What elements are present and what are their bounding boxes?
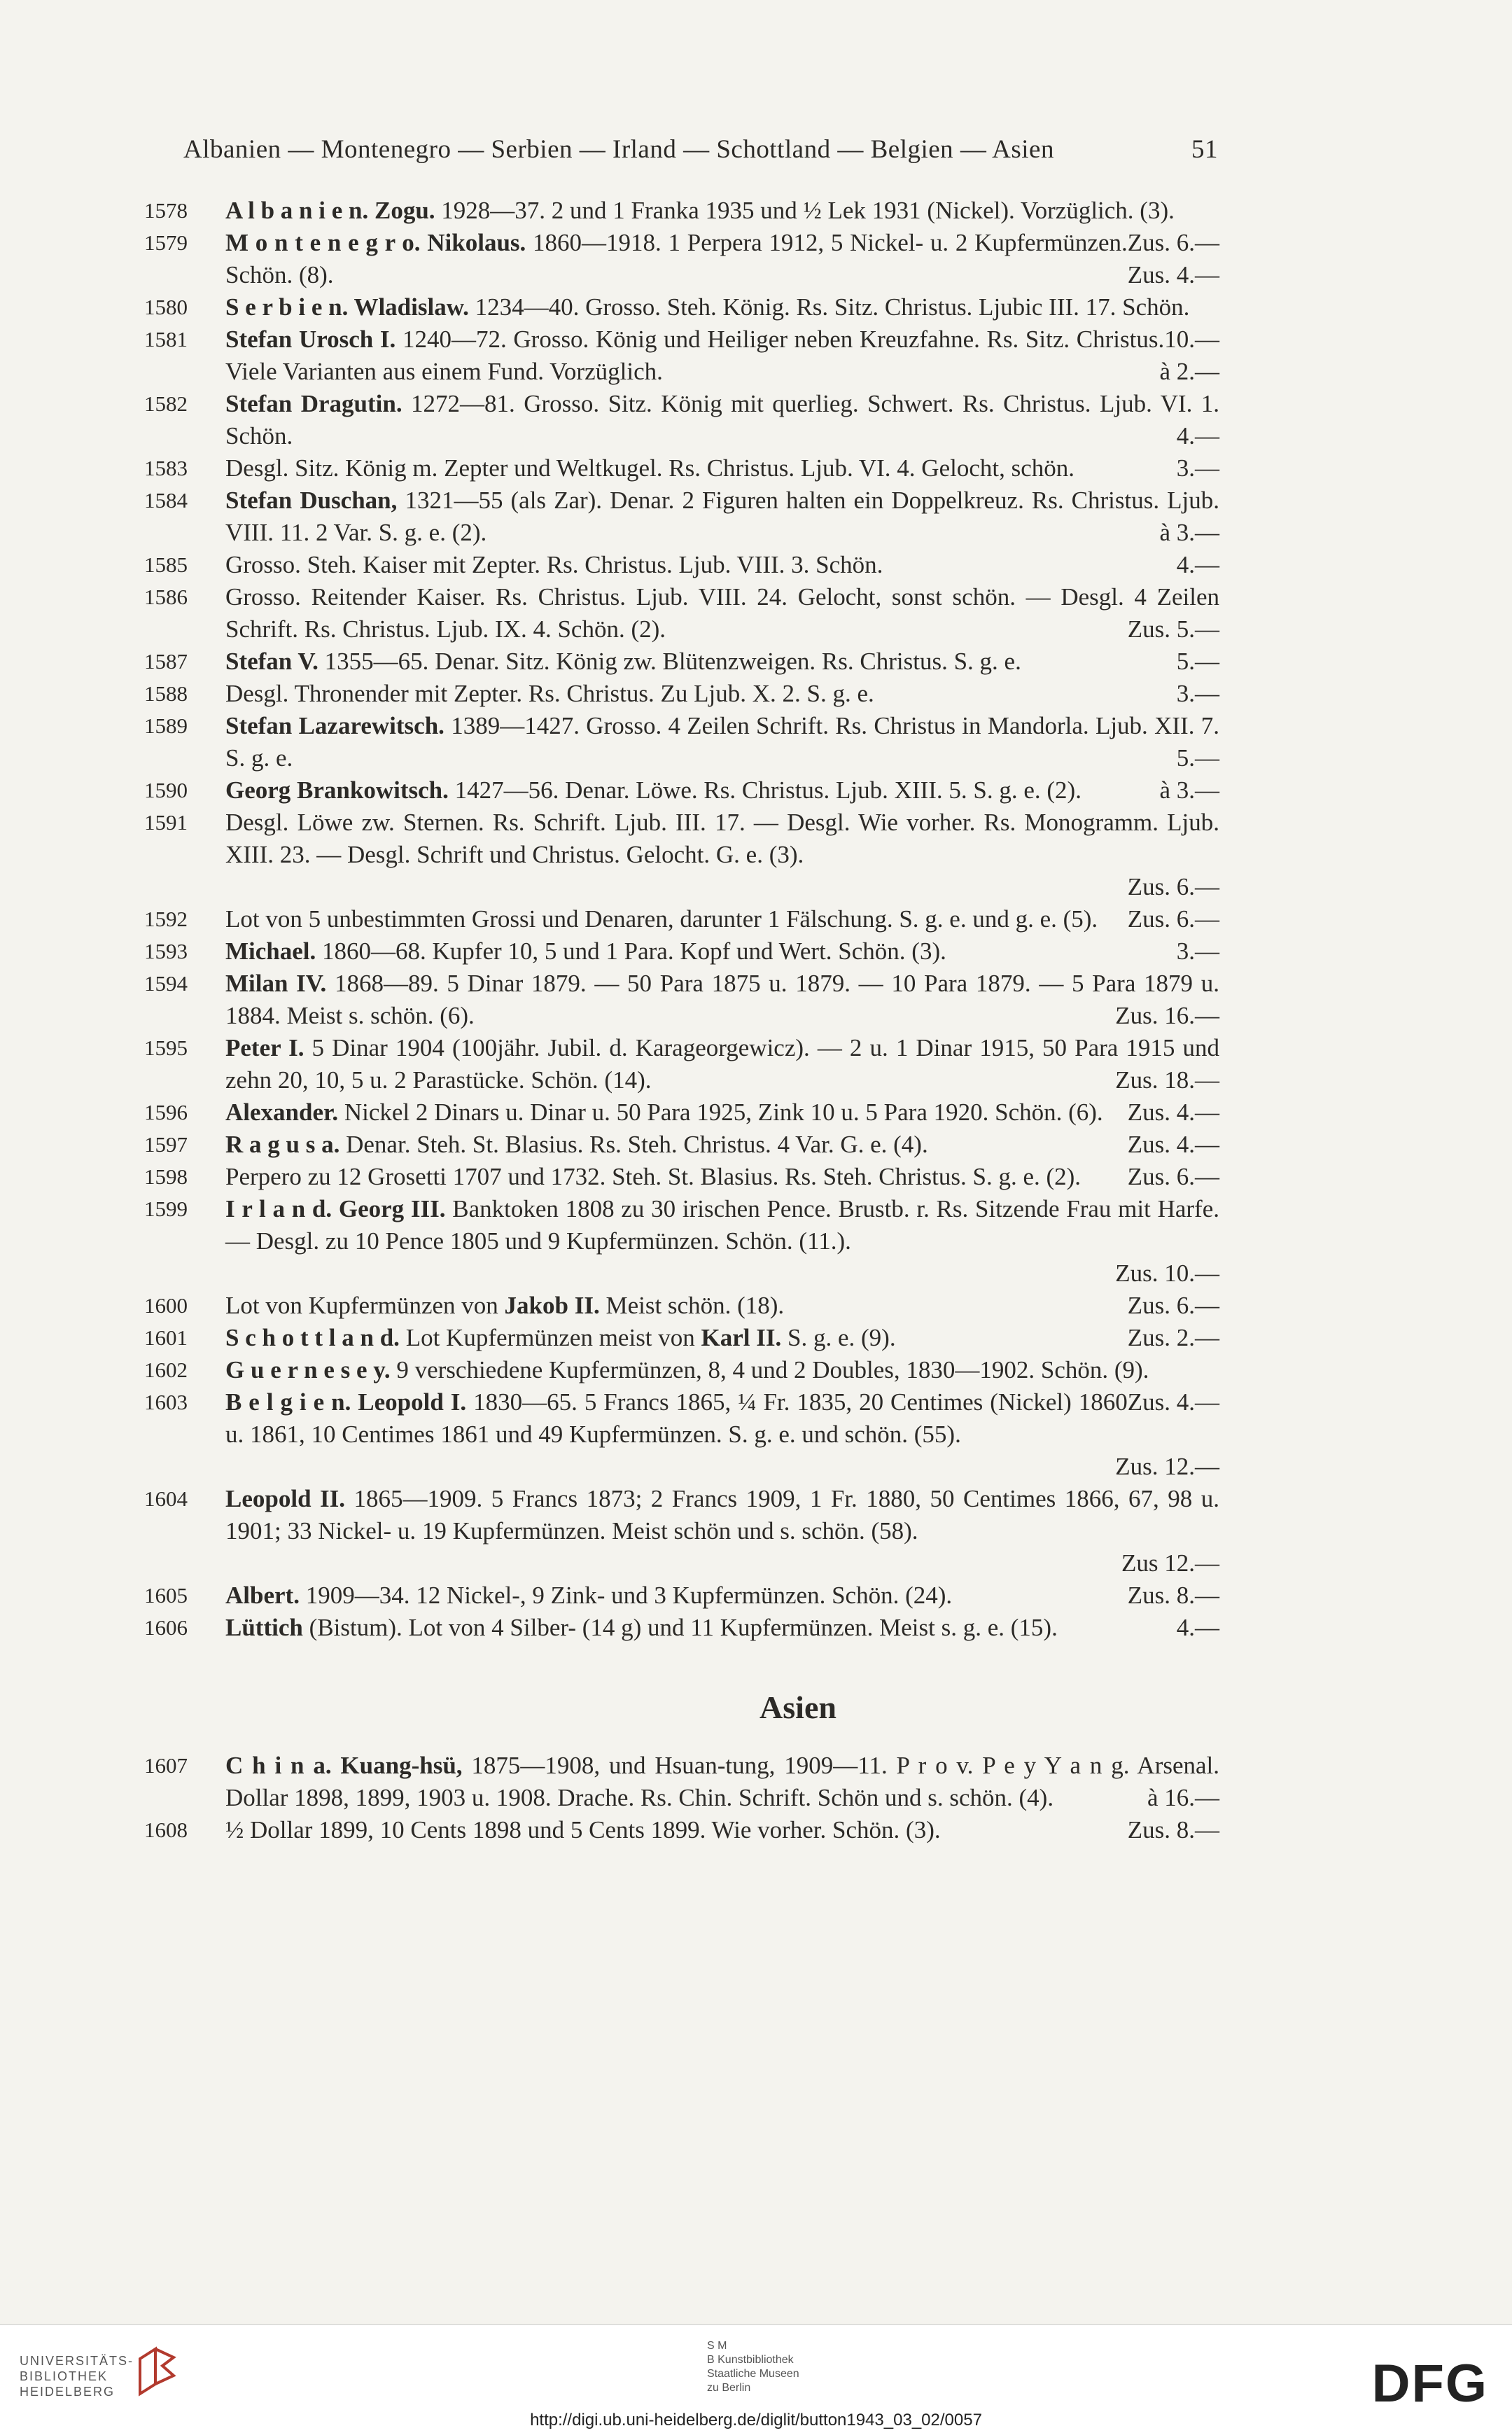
lot-list-europe [0,195,1512,1644]
lot-heading: Peter I. [225,1034,304,1061]
lot-text: 1355—65. Denar. Sitz. König zw. Blütenzweigen. Rs. Christus. S. g. e. [318,648,1021,675]
lot-text: 1234—40. Grosso. Steh. König. Rs. Sitz. Christus. Ljubic III. 17. Schön. [468,293,1190,321]
lot-number: 1581 [144,327,188,351]
lot-text: Nickel 2 Dinars u. Dinar u. 50 Para 1925, Zink 10 u. 5 Para 1920. Schön. (6). [338,1099,1103,1126]
lot-list-asia [0,1750,1512,1846]
lot-number: 1586 [144,585,188,609]
lot-text: Lot von 5 unbestimmten Grossi und Denaren, darunter 1 Fälschung. S. g. e. und g. e. (5). [225,905,1098,933]
lot-heading: I r l a n d. Georg III. [225,1195,446,1222]
lot-description [225,1814,1219,1846]
lot-number: 1598 [144,1164,188,1189]
lot-price: à 3.— [1159,776,1219,804]
lot-heading: Stefan Urosch I. [225,326,396,353]
lot-number: 1580 [144,295,188,319]
running-title: Albanien — Montenegro — Serbien — Irland — Schottland — Belgien — Asien [183,135,1054,164]
lot-price: Zus. 10.— [1115,1260,1219,1287]
lot-heading: R a g u s a. [225,1131,340,1158]
lot-heading: Stefan Duschan, [225,487,398,514]
lot-entry [0,710,1512,774]
lot-description [225,678,1219,710]
lot-description [225,1129,1219,1161]
lot-description [225,1193,1219,1290]
lot-number: 1588 [144,681,188,706]
lot-entry [0,807,1512,903]
permalink-url[interactable]: http://digi.ub.uni-heidelberg.de/diglit/button1943_03_02/0057 [530,2411,982,2429]
lot-number: 1601 [144,1325,188,1350]
lot-text: ½ Dollar 1899, 10 Cents 1898 und 5 Cents 1899. Wie vorher. Schön. (3). [225,1816,941,1843]
lot-number: 1578 [144,198,188,223]
lot-number: 1600 [144,1293,188,1318]
lot-entry [0,774,1512,807]
lot-heading: Leopold II. [225,1485,346,1512]
page-number: 51 [1191,135,1218,164]
lot-entry [0,1580,1512,1612]
lot-heading: A l b a n i e n. Zogu. [225,197,435,224]
lot-description [225,1386,1219,1483]
lot-description [225,1032,1219,1096]
lot-heading: Georg Brankowitsch. [225,776,449,804]
lot-text: Grosso. Steh. Kaiser mit Zepter. Rs. Christus. Ljub. VIII. 3. Schön. [225,551,883,578]
lot-description [225,549,1219,581]
lot-entry [0,1750,1512,1814]
lot-price: Zus. 8.— [1127,1582,1219,1609]
lot-price: à 3.— [1159,519,1219,546]
lot-text: 1272—81. Grosso. Sitz. König mit querlieg. Schwert. Rs. Christus. Ljub. VI. 1. Schön. [225,390,1219,449]
lot-entry [0,227,1512,291]
lot-description [225,1612,1219,1644]
lot-text: 1865—1909. 5 Francs 1873; 2 Francs 1909, 1 Fr. 1880, 50 Centimes 1866, 67, 98 u. 1901; 33 Nickel- u. 19 Kupfermünzen. Meist schön und s. schön. (58). [225,1485,1219,1545]
lot-number: 1603 [144,1390,188,1414]
lot-text: Meist schön. (18). [599,1292,785,1319]
lot-number: 1592 [144,907,188,931]
lot-number: 1590 [144,778,188,802]
lot-entry [0,903,1512,935]
lot-heading: S c h o t t l a n d. [225,1324,400,1351]
lot-number: 1605 [144,1583,188,1608]
lot-entry [0,968,1512,1032]
lot-heading: Milan IV. [225,970,327,997]
lot-heading: Alexander. [225,1099,339,1126]
running-header [183,134,1218,165]
lot-number: 1584 [144,488,188,513]
lot-text: Grosso. Reitender Kaiser. Rs. Christus. Ljub. VIII. 24. Gelocht, sonst schön. — Desgl. 4 Zeilen Schrift. Rs. Christus. Ljub. IX. 4. Schön. (2). [225,583,1219,643]
lot-number: 1597 [144,1132,188,1157]
lot-description [225,484,1219,549]
lot-heading: Michael. [225,937,316,965]
lot-description [225,1483,1219,1580]
lot-number: 1608 [144,1818,188,1842]
lot-description [225,581,1219,646]
lot-text: (Bistum). Lot von 4 Silber- (14 g) und 11 Kupfermünzen. Meist s. g. e. (15). [302,1614,1058,1641]
university-library-name: UNIVERSITÄTS- BIBLIOTHEK HEIDELBERG [20,2354,134,2399]
lot-number: 1583 [144,456,188,480]
lot-price: 3.— [1176,680,1219,707]
lot-number: 1596 [144,1100,188,1124]
lot-entry [0,1386,1512,1483]
lot-text: Desgl. Sitz. König m. Zepter und Weltkugel. Rs. Christus. Ljub. VI. 4. Gelocht, schön. [225,454,1075,482]
lot-heading: G u e r n e s e y. [225,1356,391,1383]
lot-description [225,1161,1219,1193]
lot-price: Zus 12.— [1121,1549,1219,1577]
lot-number: 1579 [144,230,188,255]
lot-price: 5.— [1176,744,1219,772]
lot-number: 1585 [144,552,188,577]
lot-price: Zus. 6.— [1127,229,1219,256]
lot-entry [0,1612,1512,1644]
lot-description [225,903,1219,935]
lot-number: 1593 [144,939,188,963]
lot-heading: Karl II. [701,1324,782,1351]
lot-heading: Lüttich [225,1614,303,1641]
lot-price: Zus. 4.— [1127,1388,1219,1416]
lot-description [225,1322,1219,1354]
lot-number: 1606 [144,1615,188,1640]
lot-number: 1589 [144,713,188,738]
lot-description [225,1580,1219,1612]
lot-price: 3.— [1176,454,1219,482]
lot-text: Lot Kupfermünzen meist von [399,1324,701,1351]
lot-text: 1909—34. 12 Nickel-, 9 Zink- und 3 Kupfermünzen. Schön. (24). [299,1582,953,1609]
lot-description [225,1096,1219,1129]
dfg-logo: DFG [1371,2354,1488,2413]
lot-text: 1860—1918. 1 Perpera 1912, 5 Nickel- u. 2 Kupfermünzen. Schön. (8). [225,229,1128,288]
lot-number: 1602 [144,1358,188,1382]
lot-price: à 16.— [1147,1784,1219,1811]
lot-price: Zus. 4.— [1127,261,1219,288]
museum-logo-text: S M B Kunstbibliothek Staatliche Museen zu Berlin [707,2340,799,2394]
lot-entry [0,452,1512,484]
lot-price: Zus. 18.— [1115,1066,1219,1094]
lot-entry [0,1322,1512,1354]
lot-text: 1389—1427. Grosso. 4 Zeilen Schrift. Rs. Christus in Mandorla. Ljub. XII. 7. S. g. e. [225,712,1219,772]
section-heading-asien: Asien [760,1689,836,1725]
lot-entry [0,1161,1512,1193]
lot-entry [0,323,1512,388]
digitization-footer [0,2324,1512,2433]
lot-text: 9 verschiedene Kupfermünzen, 8, 4 und 2 Doubles, 1830—1902. Schön. (9). [390,1356,1149,1383]
lot-price: 3.— [1176,937,1219,965]
lot-description [225,323,1219,388]
lot-number: 1604 [144,1486,188,1511]
lot-number: 1594 [144,971,188,996]
lot-description [225,807,1219,903]
lot-price: 10.— [1164,326,1219,353]
lot-text: 1875—1908, und Hsuan-tung, 1909—11. P r o v. P e y Y a n g. Arsenal. Dollar 1898, 1899, 1903 u. 1908. Drache. Rs. Chin. Schrift. Schön und s. schön. (4). [225,1752,1220,1811]
lot-text: 1240—72. Grosso. König und Heiliger neben Kreuzfahne. Rs. Sitz. Christus. Viele Varianten aus einem Fund. Vorzüglich. [225,326,1165,385]
lot-text: 1830—65. 5 Francs 1865, ¼ Fr. 1835, 20 Centimes (Nickel) 1860 u. 1861, 10 Centimes 1861 und 49 Kupfermünzen. S. g. e. und schön. (55). [225,1388,1128,1448]
lot-heading: S e r b i e n. Wladislaw. [225,293,469,321]
lot-entry [0,581,1512,646]
lot-price: Zus. 16.— [1115,1002,1219,1029]
lot-entry [0,1096,1512,1129]
lot-entry [0,1814,1512,1846]
lot-description [225,968,1219,1032]
lot-price: Zus. 4.— [1127,1131,1219,1158]
lot-heading: Jakob II. [504,1292,600,1319]
lot-price: 4.— [1176,551,1219,578]
lot-price: 5.— [1176,648,1219,675]
lot-description [225,388,1219,452]
lot-entry [0,1032,1512,1096]
lot-description [225,1750,1219,1814]
lot-text: Desgl. Thronender mit Zepter. Rs. Christus. Zu Ljub. X. 2. S. g. e. [225,680,874,707]
lot-heading: M o n t e n e g r o. Nikolaus. [225,229,526,256]
lot-text: 1321—55 (als Zar). Denar. 2 Figuren halten ein Doppelkreuz. Rs. Christus. Ljub. VIII. 11. 2 Var. S. g. e. (2). [225,487,1219,546]
lot-price: Zus. 8.— [1127,1816,1219,1843]
lot-text: 1860—68. Kupfer 10, 5 und 1 Para. Kopf und Wert. Schön. (3). [316,937,946,965]
lot-entry [0,646,1512,678]
lot-entry [0,1483,1512,1580]
lot-number: 1582 [144,391,188,416]
lot-price: Zus. 6.— [1127,1292,1219,1319]
lot-price: à 2.— [1159,358,1219,385]
lot-entry [0,549,1512,581]
lot-price: 4.— [1176,1614,1219,1641]
lot-entry [0,678,1512,710]
lot-entry [0,388,1512,452]
lot-number: 1595 [144,1036,188,1060]
lot-heading: Stefan Dragutin. [225,390,402,417]
lot-heading: C h i n a. Kuang-hsü, [225,1752,463,1779]
lot-text: 1928—37. 2 und 1 Franka 1935 und ½ Lek 1931 (Nickel). Vorzüglich. (3). [435,197,1175,224]
lot-price: Zus. 6.— [1127,873,1219,900]
lot-number: 1599 [144,1197,188,1221]
lot-number: 1607 [144,1753,188,1778]
lot-text: S. g. e. (9). [781,1324,896,1351]
lot-description [225,935,1219,968]
lot-description [225,774,1219,807]
lot-heading: Stefan V. [225,648,318,675]
lot-entry [0,935,1512,968]
lot-price: 4.— [1176,422,1219,449]
lot-text: Lot von Kupfermünzen von [225,1292,505,1319]
lot-price: Zus. 6.— [1127,1163,1219,1190]
lot-text: 1868—89. 5 Dinar 1879. — 50 Para 1875 u. 1879. — 10 Para 1879. — 5 Para 1879 u. 1884. Meist s. schön. (6). [225,970,1219,1029]
lot-number: 1591 [144,810,188,835]
lot-text: 1427—56. Denar. Löwe. Rs. Christus. Ljub. XIII. 5. S. g. e. (2). [448,776,1082,804]
lot-description [225,710,1219,774]
lot-entry [0,1290,1512,1322]
lot-price: Zus. 6.— [1127,905,1219,933]
lot-text: Banktoken 1808 zu 30 irischen Pence. Brustb. r. Rs. Sitzende Frau mit Harfe. — Desgl. zu 10 Pence 1805 und 9 Kupfermünzen. Schön. (11.). [225,1195,1219,1255]
lot-description [225,1290,1219,1322]
lot-entry [0,1193,1512,1290]
lot-heading: B e l g i e n. Leopold I. [225,1388,467,1416]
lot-price: Zus. 4.— [1127,1099,1219,1126]
lot-number: 1587 [144,649,188,674]
lot-text: Desgl. Löwe zw. Sternen. Rs. Schrift. Ljub. III. 17. — Desgl. Wie vorher. Rs. Monogramm. Ljub. XIII. 23. — Desgl. Schrift und Christus. Gelocht. G. e. (3). [225,809,1219,868]
lot-price: Zus. 2.— [1127,1324,1219,1351]
lot-heading: Albert. [225,1582,300,1609]
lot-heading: Stefan Lazarewitsch. [225,712,444,739]
lot-price: Zus. 12.— [1115,1453,1219,1480]
lot-entry [0,484,1512,549]
lot-entry [0,1129,1512,1161]
lot-text: 5 Dinar 1904 (100jähr. Jubil. d. Karageorgewicz). — 2 u. 1 Dinar 1915, 50 Para 1915 und zehn 20, 10, 5 u. 2 Parastücke. Schön. (14). [225,1034,1219,1094]
lot-description [225,646,1219,678]
lot-description [225,227,1219,291]
university-logo-icon [134,2345,179,2398]
lot-list [0,195,1512,1846]
lot-text: Denar. Steh. St. Blasius. Rs. Steh. Christus. 4 Var. G. e. (4). [340,1131,928,1158]
lot-price: Zus. 5.— [1127,615,1219,643]
lot-description [225,452,1219,484]
lot-text: Perpero zu 12 Grosetti 1707 und 1732. Steh. St. Blasius. Rs. Steh. Christus. S. g. e. (2). [225,1163,1082,1190]
